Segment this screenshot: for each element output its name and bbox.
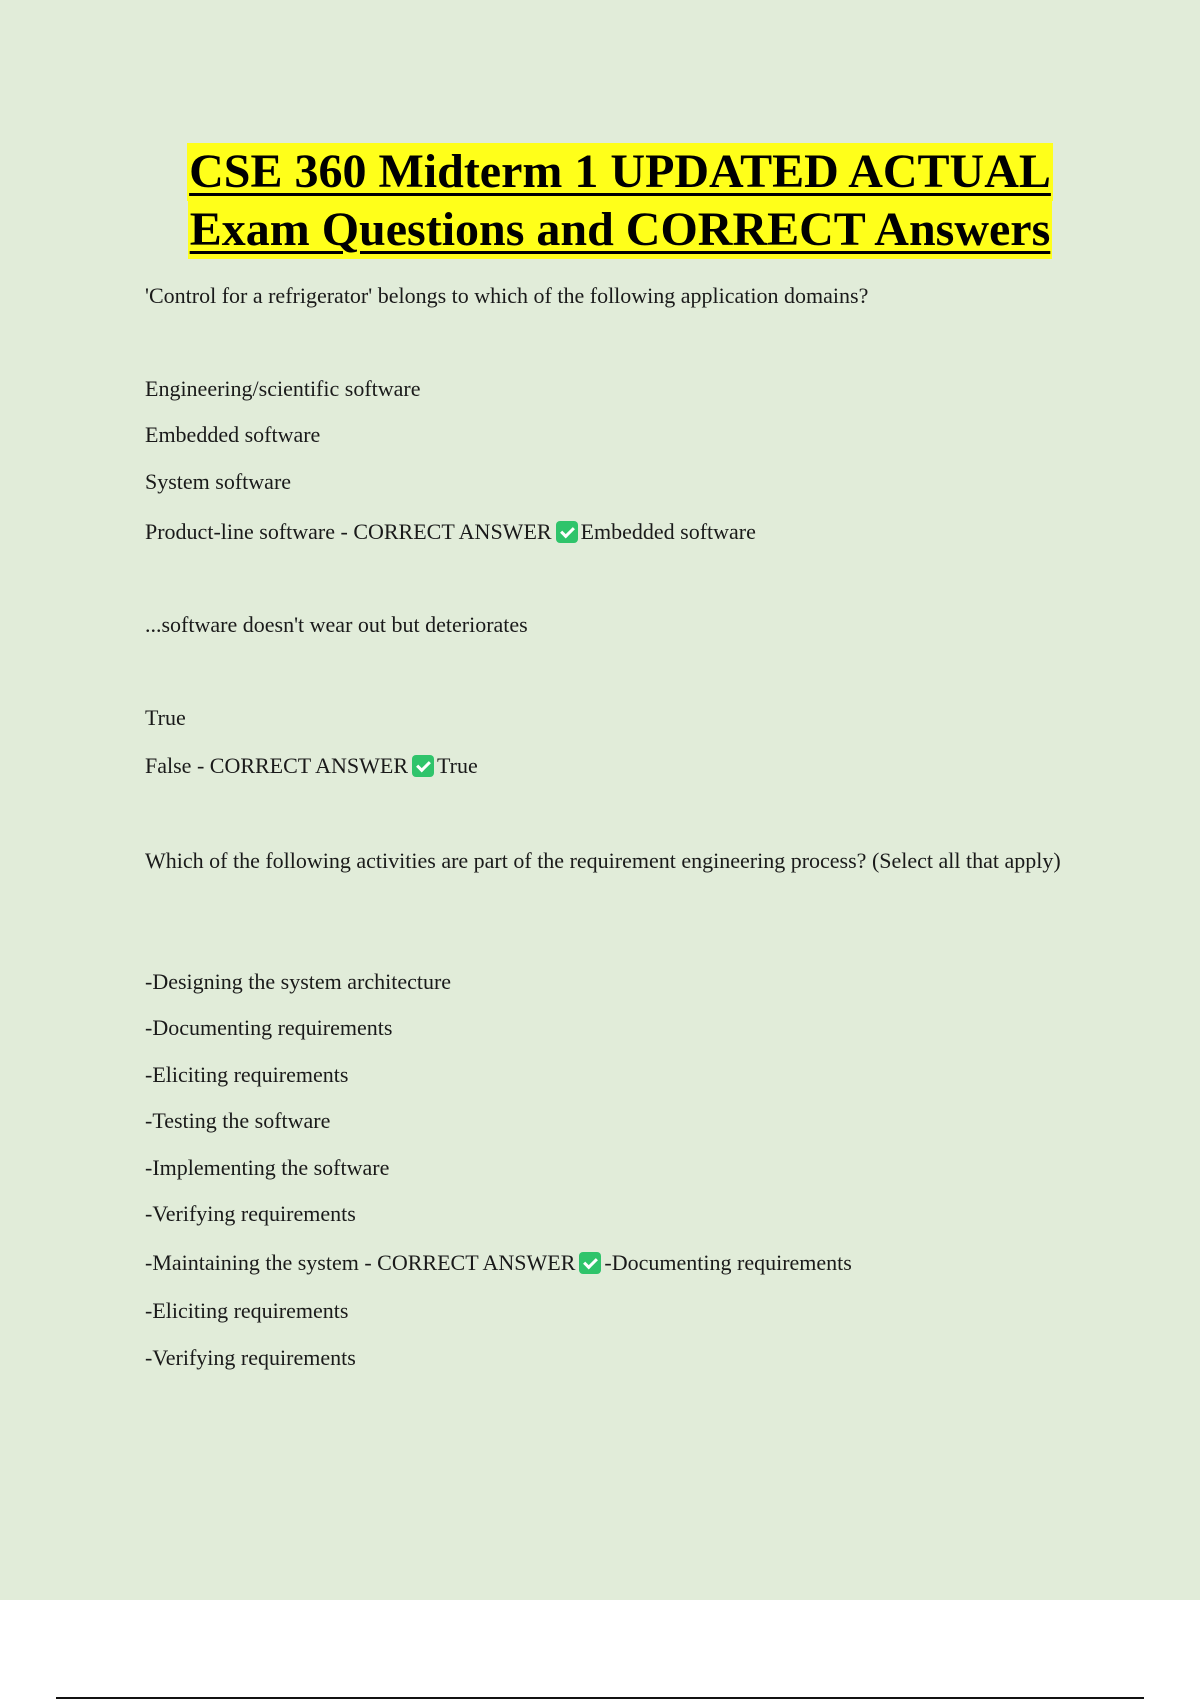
question-2-answer: True [437, 753, 478, 778]
question-2-option: True [145, 705, 186, 730]
title-line-2: Exam Questions and CORRECT Answers [188, 201, 1053, 259]
question-1-last-option: Product-line software - CORRECT ANSWER [145, 519, 552, 544]
title-line-1: CSE 360 Midterm 1 UPDATED ACTUAL [187, 143, 1053, 201]
check-mark-icon [579, 1252, 601, 1274]
question-3-option: -Designing the system architecture [145, 969, 452, 994]
question-2-answer-line [145, 752, 478, 780]
question-3-option: -Testing the software [145, 1108, 331, 1133]
question-3-answer-line [145, 1249, 852, 1277]
question-3-answer: -Documenting requirements [604, 1250, 852, 1275]
document-title [0, 143, 1200, 259]
question-1-text: 'Control for a refrigerator' belongs to which of the following application domains? [145, 283, 869, 308]
question-3-answer: -Eliciting requirements [145, 1298, 349, 1323]
question-3-option: -Implementing the software [145, 1155, 390, 1180]
question-2-text: ...software doesn't wear out but deteriorates [145, 612, 528, 637]
question-3-option: -Documenting requirements [145, 1015, 393, 1040]
question-1-option: System software [145, 469, 292, 494]
question-1-option: Engineering/scientific software [145, 376, 421, 401]
check-mark-icon [556, 521, 578, 543]
question-3-text: Which of the following activities are part of the requirement engineering process? (Select all that apply) [145, 848, 1061, 873]
check-mark-icon [412, 755, 434, 777]
question-3-option: -Eliciting requirements [145, 1062, 349, 1087]
question-1-answer-line [145, 518, 756, 546]
question-1-option: Embedded software [145, 422, 321, 447]
question-3-answer: -Verifying requirements [145, 1345, 356, 1370]
question-1-answer: Embedded software [580, 519, 756, 544]
question-3-last-option: -Maintaining the system - CORRECT ANSWER [145, 1250, 576, 1275]
question-3-option: -Verifying requirements [145, 1201, 356, 1226]
footer-divider [56, 1697, 1144, 1699]
question-2-last-option: False - CORRECT ANSWER [145, 753, 409, 778]
